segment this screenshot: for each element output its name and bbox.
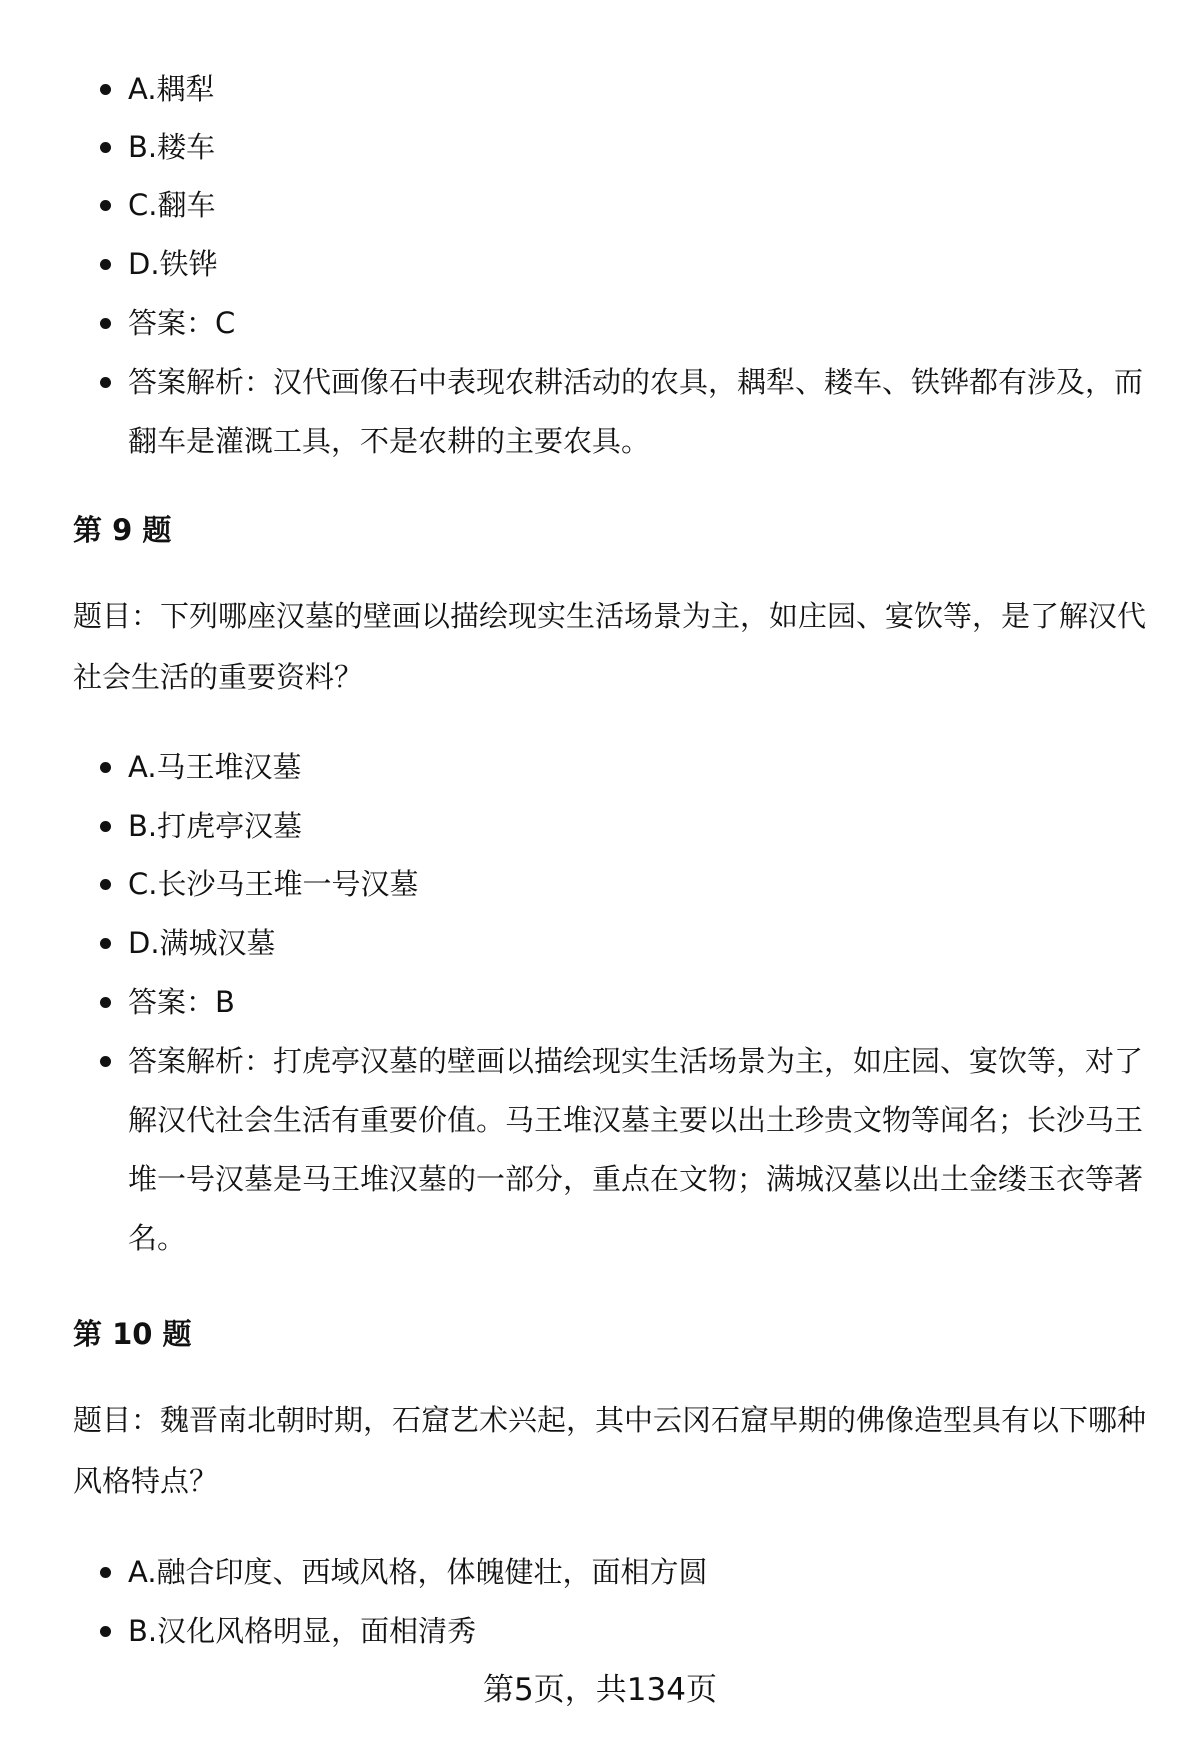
q9-analysis: 答案解析：打虎亭汉墓的壁画以描绘现实生活场景为主，如庄园、宴饮等，对了解汉代社会生活有重要价值。马王堆汉墓主要以出土珍贵文物等闻名；长沙马王堆一号汉墓是马王堆汉墓的一部分，重点在文物；满城汉墓以出土金缕玉衣等著名。 — [128, 1032, 1148, 1268]
q9-heading: 第 9 题 — [73, 513, 172, 547]
q10-stem: 题目：魏晋南北朝时期，石窟艺术兴起，其中云冈石窟早期的佛像造型具有以下哪种风格特点？ — [73, 1403, 1147, 1498]
q8-analysis: 答案解析：汉代画像石中表现农耕活动的农具，耦犁、耧车、铁铧都有涉及，而翻车是灌溉工具，不是农耕的主要农具。 — [128, 353, 1148, 471]
q8-option-a: A.耦犁 — [128, 60, 215, 119]
q9-option-d: D.满城汉墓 — [128, 914, 276, 973]
q8-option-d: D.铁铧 — [128, 235, 218, 294]
q9-option-a: A.马王堆汉墓 — [128, 738, 302, 797]
page-number: 第5页，共134页 — [483, 1672, 717, 1708]
q9-answer: 答案：B — [128, 973, 235, 1032]
q8-option-b: B.耧车 — [128, 118, 215, 177]
q9-option-c: C.长沙马王堆一号汉墓 — [128, 855, 418, 914]
q10-option-b: B.汉化风格明显，面相清秀 — [128, 1602, 476, 1661]
q9-stem: 题目：下列哪座汉墓的壁画以描绘现实生活场景为主，如庄园、宴饮等，是了解汉代社会生活的重要资料？ — [73, 599, 1147, 694]
q10-heading: 第 10 题 — [73, 1317, 192, 1351]
q8-option-c: C.翻车 — [128, 176, 215, 235]
q9-option-b: B.打虎亭汉墓 — [128, 797, 302, 856]
q8-answer: 答案：C — [128, 294, 235, 353]
q10-option-a: A.融合印度、西域风格，体魄健壮，面相方圆 — [128, 1543, 708, 1602]
